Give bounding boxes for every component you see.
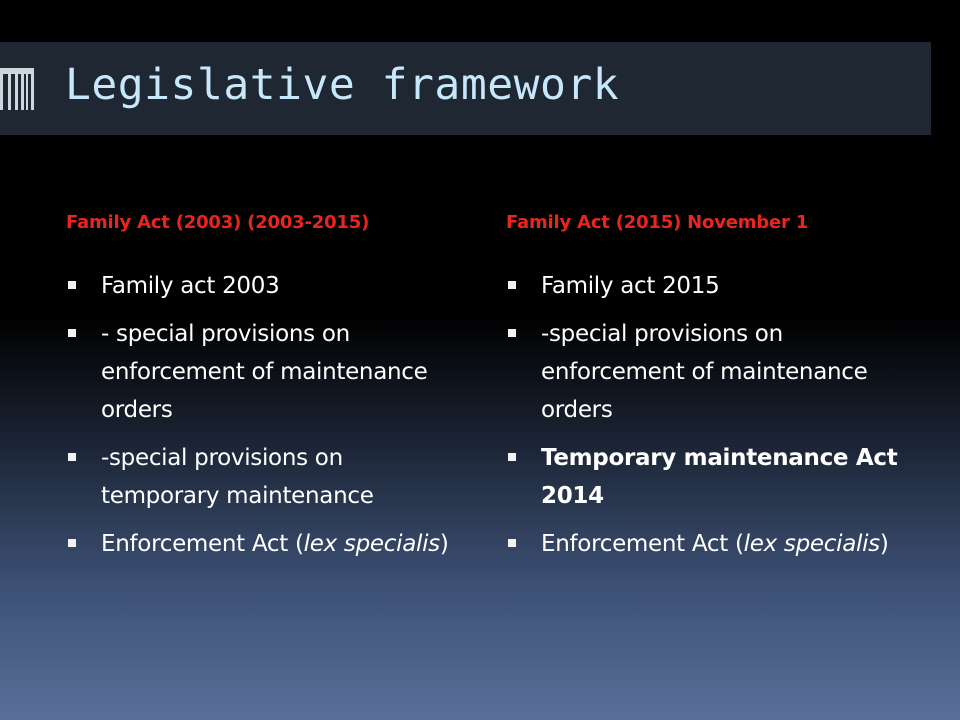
bullet-text: Family act 2003 [101, 273, 280, 299]
left-bullet-list [66, 267, 466, 563]
bullet-square-icon [68, 329, 76, 337]
bullet-text-italic: lex specialis [303, 531, 440, 557]
bullet-square-icon [68, 453, 76, 461]
list-item [506, 525, 906, 563]
bullet-square-icon [508, 539, 516, 547]
bullet-square-icon [508, 453, 516, 461]
title-decoration-icon [0, 68, 34, 110]
list-item [506, 267, 906, 305]
bullet-text-end: ) [879, 531, 889, 557]
bullet-square-icon [68, 539, 76, 547]
bullet-text: Temporary maintenance Act 2014 [541, 445, 898, 509]
left-column [66, 212, 466, 573]
list-item [66, 267, 466, 305]
right-bullet-list [506, 267, 906, 563]
right-column [506, 212, 906, 573]
bullet-text-italic: lex specialis [743, 531, 880, 557]
left-column-heading: Family Act (2003) (2003-2015) [66, 212, 370, 233]
bullet-text: -special provisions on enforcement of maintenance orders [541, 321, 868, 423]
bullet-text-end: ) [439, 531, 449, 557]
list-item [506, 439, 906, 515]
list-item [66, 315, 466, 429]
right-column-heading: Family Act (2015) November 1 [506, 212, 809, 233]
bullet-square-icon [68, 281, 76, 289]
bullet-square-icon [508, 329, 516, 337]
bullet-text: -special provisions on temporary maintenance [101, 445, 374, 509]
bullet-text: Family act 2015 [541, 273, 720, 299]
list-item [66, 439, 466, 515]
bullet-text: - special provisions on enforcement of maintenance orders [101, 321, 428, 423]
bullet-text-start: Enforcement Act ( [541, 531, 744, 557]
list-item [66, 525, 466, 563]
bullet-text [541, 531, 889, 557]
bullet-text-start: Enforcement Act ( [101, 531, 304, 557]
slide-title: Legislative framework [65, 60, 620, 110]
list-item [506, 315, 906, 429]
bullet-square-icon [508, 281, 516, 289]
bullet-text [101, 531, 449, 557]
